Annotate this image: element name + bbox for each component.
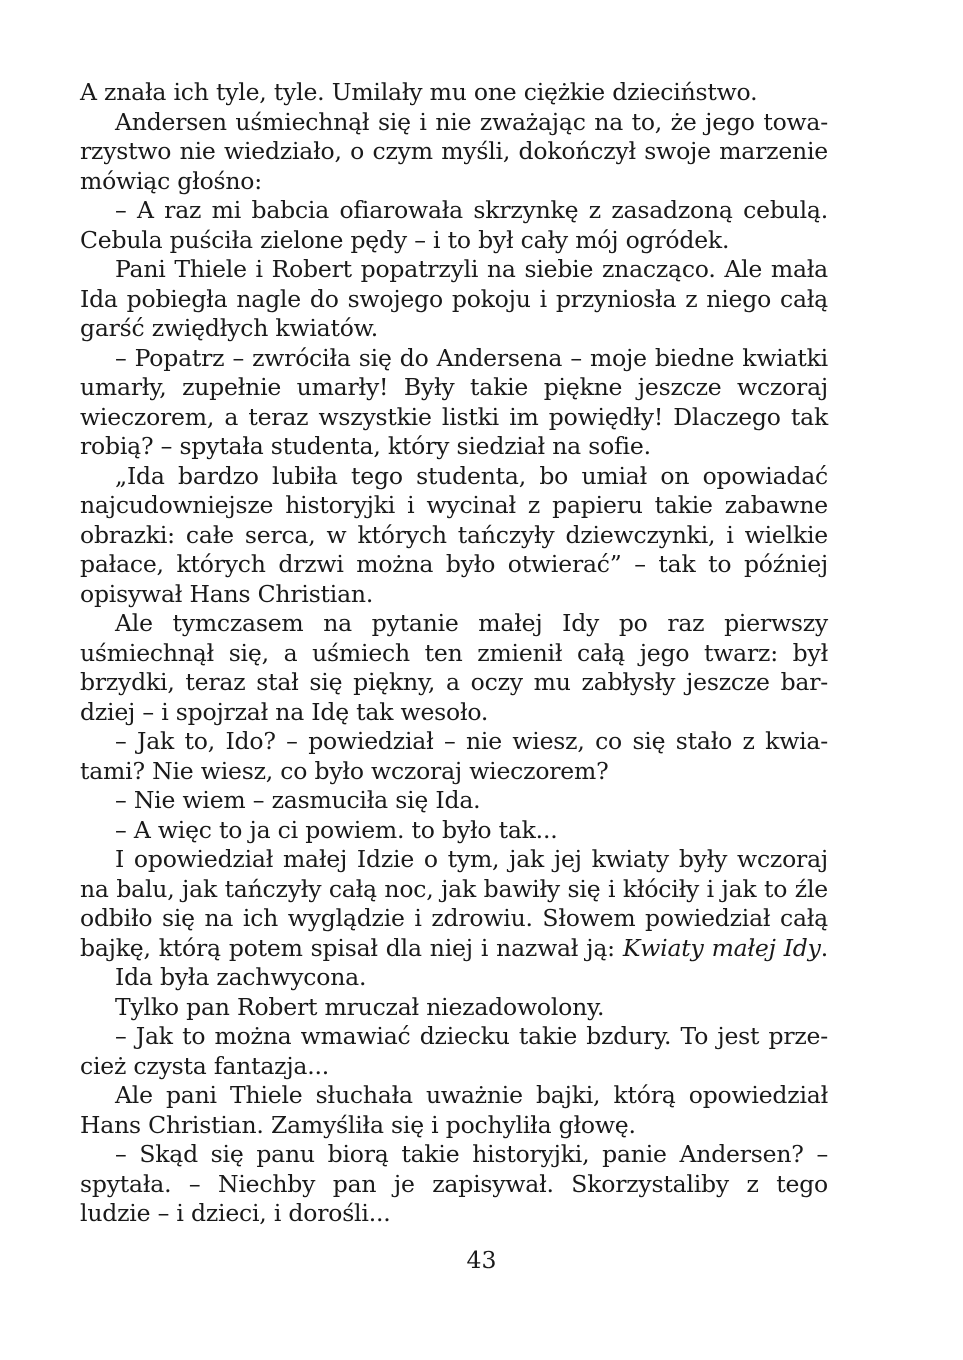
text-line: Hans Christian. Zamyśliła się i pochyliła głowę. [80, 1110, 636, 1139]
book-title: Kwiaty małej Idy [622, 933, 821, 962]
text-line: tami? Nie wiesz, co było wczoraj wieczorem? [80, 756, 609, 785]
text-line: spytała. – Niechby pan je zapisywał. Skorzystaliby z tego [80, 1169, 828, 1198]
text-line: rzystwo nie wiedziało, o czym myśli, dokończył swoje marzenie [80, 137, 828, 165]
text-line: I opowiedział małej Idzie o tym, jak jej kwiaty były wczoraj [115, 845, 828, 873]
text-line: Ida pobiegła nagle do swojego pokoju i przyniosła z niego całą [80, 284, 828, 313]
text-line: – Skąd się panu biorą takie historyjki, panie Andersen? – [115, 1140, 828, 1168]
text-line: Ale pani Thiele słuchała uważnie bajki, którą opowiedział [115, 1081, 828, 1109]
text-line-end: . [820, 933, 829, 962]
text-line: cież czysta fantazja... [80, 1051, 330, 1080]
text-line: – A raz mi babcia ofiarowała skrzynkę z zasadzoną cebulą. [115, 196, 828, 224]
text-line: pałace, których drzwi można było otwierać” – tak to później [80, 550, 828, 578]
text-line: – A więc to ja ci powiem. to było tak... [115, 815, 558, 844]
text-line: odbiło się na ich wyglądzie i zdrowiu. Słowem powiedział całą [80, 904, 828, 932]
text-line: A znała ich tyle, tyle. Umilały mu one ciężkie dzieciństwo. [80, 78, 758, 106]
text-line: mówiąc głośno: [80, 166, 262, 195]
body-text [80, 78, 828, 1229]
text-line: obrazki: całe serca, w których tańczyły dziewczynki, i wielkie [80, 520, 828, 549]
text-line: „Ida bardzo lubiła tego studenta, bo umiał on opowiadać [115, 461, 828, 490]
page-number: 43 [466, 1246, 497, 1274]
text-line: Ale tymczasem na pytanie małej Idy po raz pierwszy [115, 609, 828, 637]
text-line [80, 934, 828, 964]
text-line: Pani Thiele i Robert popatrzyli na siebie znacząco. Ale mała [115, 255, 828, 283]
text-line: – Popatrz – zwróciła się do Andersena – moje biedne kwiatki [115, 343, 828, 372]
text-line: garść zwiędłych kwiatów. [80, 314, 379, 342]
text-line: Cebula puściła zielone pędy – i to był cały mój ogródek. [80, 225, 730, 254]
text-line: umarły, zupełnie umarły! Były takie piękne jeszcze wczoraj [80, 373, 828, 401]
text-line-plain: bajkę, którą potem spisał dla niej i nazwał ją: [80, 933, 623, 962]
text-line: ludzie – i dzieci, i dorośli... [80, 1199, 391, 1227]
text-line: dziej – i spojrzał na Idę tak wesoło. [80, 697, 489, 726]
text-line: – Jak to można wmawiać dziecku takie bzdury. To jest prze- [115, 1022, 828, 1050]
text-line: robią? – spytała studenta, który siedział na sofie. [80, 432, 651, 460]
text-line: – Nie wiem – zasmuciła się Ida. [115, 786, 481, 814]
text-line: Ida była zachwycona. [115, 963, 367, 991]
text-line: najcudowniejsze historyjki i wycinał z papieru takie zabawne [80, 491, 828, 519]
text-line: na balu, jak tańczyły całą noc, jak bawiły się i kłóciły i jak to źle [80, 874, 828, 903]
text-line: opisywał Hans Christian. [80, 579, 374, 608]
text-line: Andersen uśmiechnął się i nie zważając na to, że jego towa- [115, 107, 828, 136]
text-line: wieczorem, a teraz wszystkie listki im powiędły! Dlaczego tak [80, 402, 828, 431]
text-line: brzydki, teraz stał się piękny, a oczy mu zabłysły jeszcze bar- [80, 668, 828, 696]
text-line: – Jak to, Ido? – powiedział – nie wiesz, co się stało z kwia- [115, 727, 828, 755]
text-line: Tylko pan Robert mruczał niezadowolony. [115, 992, 605, 1021]
text-line: uśmiechnął się, a uśmiech ten zmienił całą jego twarz: był [80, 638, 828, 667]
